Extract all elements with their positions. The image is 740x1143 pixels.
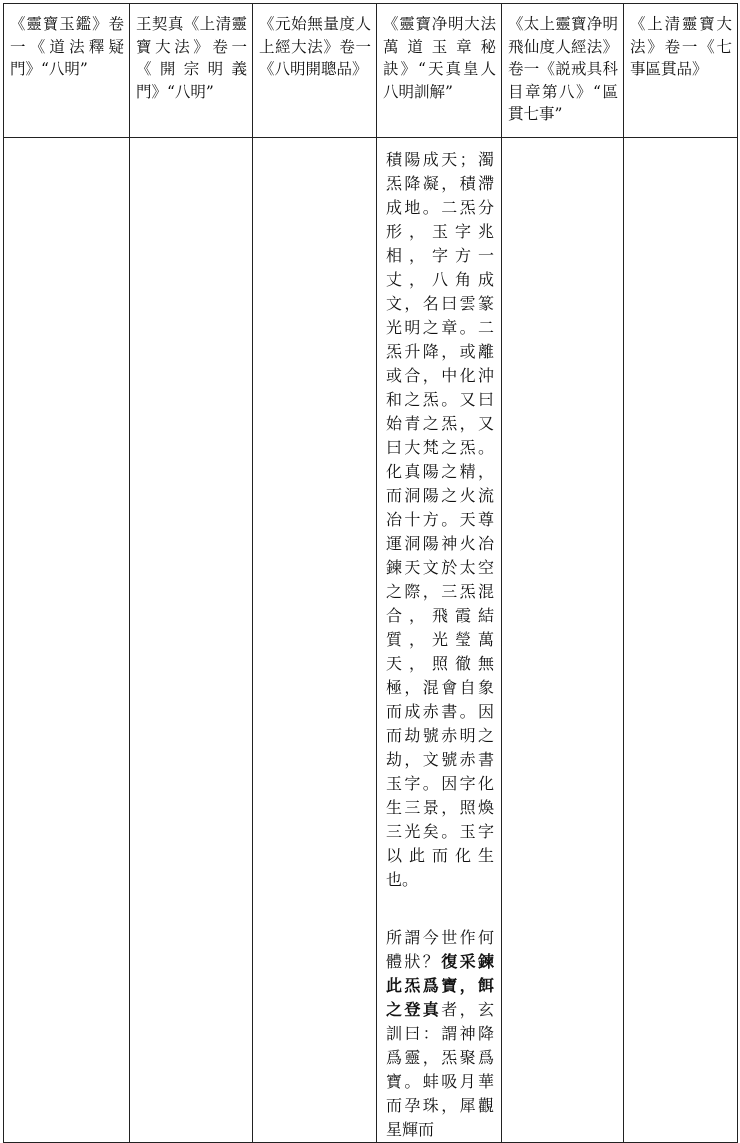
body-cell-3 [253, 138, 377, 1143]
column-heading: 《上清靈寶大法》卷一《七事區貫品》 [630, 15, 732, 78]
column-heading: 《靈寶玉鑑》卷一《道法釋疑門》“八明” [10, 15, 124, 78]
text-run: 所謂今世作何體狀？ [386, 928, 494, 971]
text-run: 者，玄訓曰：謂神降爲靈，炁聚爲寶。蚌吸月華而孕珠，犀觀星輝而 [386, 1000, 494, 1139]
column-heading: 《靈寶净明大法萬道玉章秘訣》“天真皇人八明訓解” [383, 15, 496, 101]
body-cell-6 [624, 138, 738, 1143]
header-cell-2 [130, 4, 253, 138]
header-row [4, 4, 738, 138]
header-cell-1 [4, 4, 130, 138]
header-cell-4 [377, 4, 502, 138]
header-cell-6 [624, 4, 738, 138]
header-cell-5 [502, 4, 624, 138]
paragraph-gap [377, 892, 501, 916]
body-cell-4 [377, 138, 502, 1143]
body-paragraph [377, 916, 501, 1142]
body-paragraph: 積陽成天；濁炁降凝，積滯成地。二炁分形，玉字兆相，字方一丈，八角成文，名曰雲篆光明之章。二炁升降，或離或合，中化沖和之炁。又曰始青之炁，又曰大梵之炁。化真陽之精，而洞陽之火流冶十方。天尊運洞陽神火冶鍊天文於太空之際，三炁混合，飛霞結質，光瑩萬天，照徹無極，混會自象而成赤書。因而劫號赤明之劫，文號赤書玉字。因字化生三景，照煥三光矣。玉字以此而化生也。 [386, 150, 494, 889]
column-heading: 《元始無量度人上經大法》卷一《八明開聰品》 [259, 15, 371, 78]
bold-text-run: 復采鍊此炁爲寶，餌之登真 [386, 952, 494, 1019]
body-cell-1 [4, 138, 130, 1143]
column-heading: 王契真《上清靈寶大法》卷一《開宗明義門》“八明” [136, 15, 247, 101]
header-cell-3 [253, 4, 377, 138]
body-cell-2 [130, 138, 253, 1143]
column-heading: 《太上靈寶净明飛仙度人經法》卷一《説戒具科目章第八》“區貫七事” [508, 15, 618, 123]
body-row [4, 138, 738, 1143]
comparison-table [3, 3, 738, 1143]
body-cell-5 [502, 138, 624, 1143]
